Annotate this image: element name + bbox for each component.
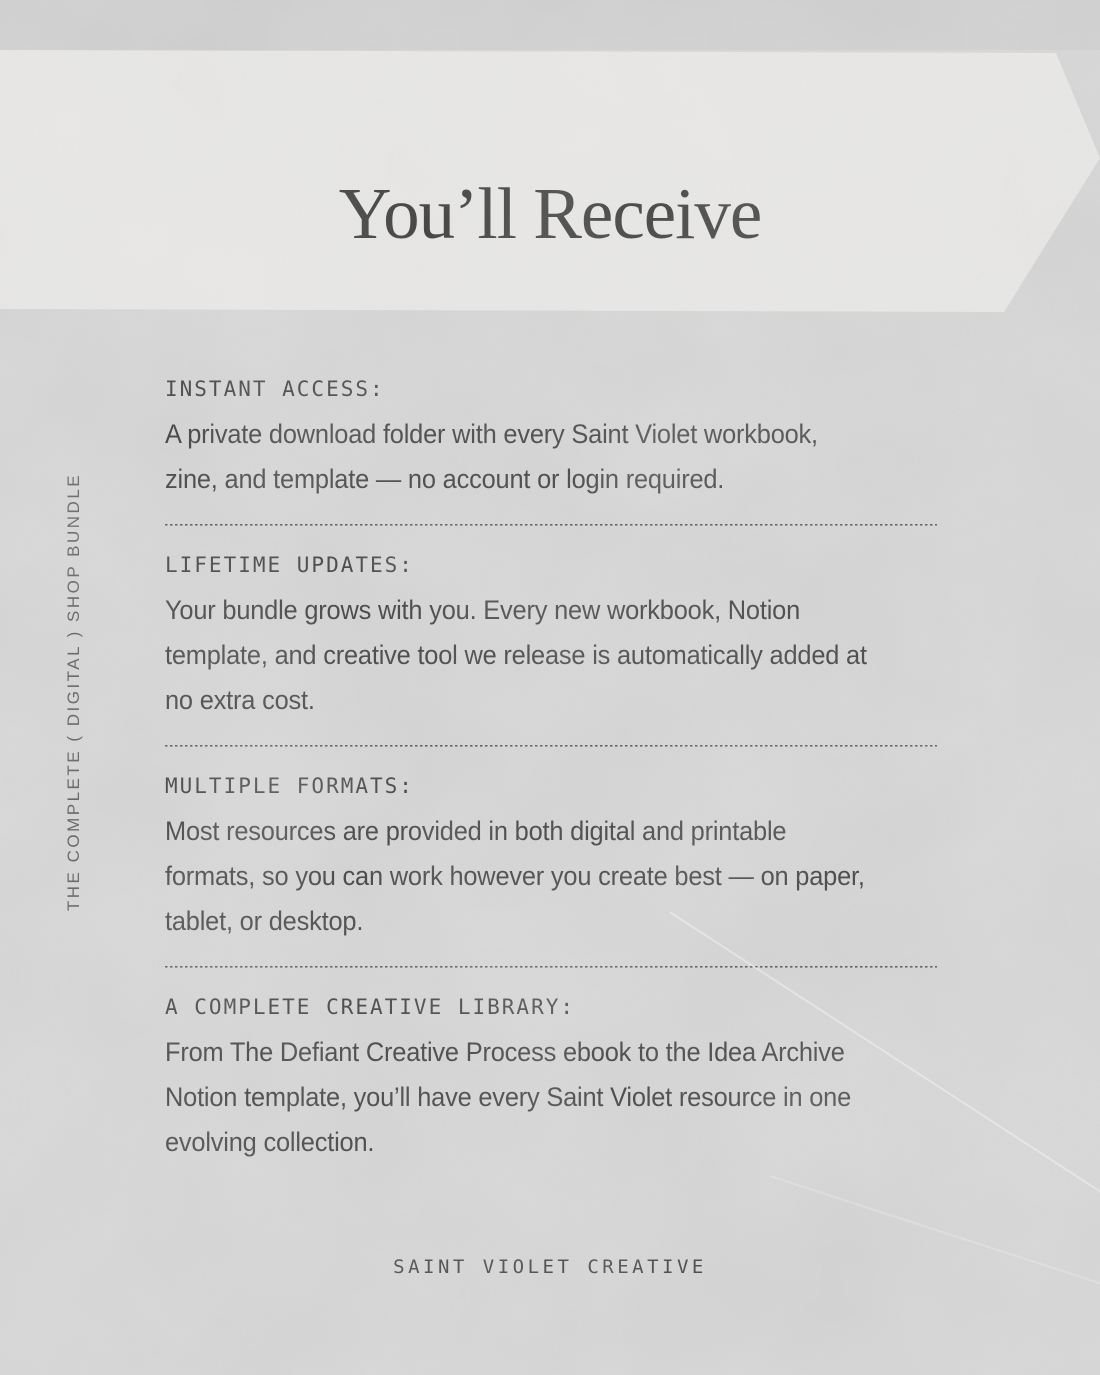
page-title: You’ll Receive: [338, 173, 762, 254]
footer-brand: SAINT VIOLET CREATIVE: [393, 1256, 707, 1278]
section-divider: [165, 745, 937, 747]
paper-crease: [770, 1175, 1100, 1306]
section-heading: INSTANT ACCESS:: [165, 377, 385, 401]
section-heading: A COMPLETE CREATIVE LIBRARY:: [165, 995, 576, 1019]
section-body-line: Most resources are provided in both digital and printable: [165, 816, 787, 846]
section-body-line: no extra cost.: [165, 685, 315, 715]
section-body-line: Your bundle grows with you. Every new workbook, Notion: [165, 595, 801, 625]
content: [165, 374, 937, 1165]
section-body-line: A private download folder with every Saint Violet workbook,: [165, 419, 818, 449]
section-lifetime-updates: [165, 550, 937, 723]
section-body-line: formats, so you can work however you create best — on paper,: [165, 861, 865, 891]
header-band: [0, 0, 1100, 320]
section-body-line: template, and creative tool we release is automatically added at: [165, 640, 867, 670]
section-body-line: evolving collection.: [165, 1127, 375, 1157]
section-multiple-formats: [165, 771, 937, 944]
section-creative-library: [165, 992, 937, 1165]
section-heading: LIFETIME UPDATES:: [165, 553, 414, 577]
section-heading: MULTIPLE FORMATS:: [165, 774, 414, 798]
section-divider: [165, 966, 937, 968]
section-divider: [165, 524, 937, 526]
section-body-line: Notion template, you’ll have every Saint Violet resource in one: [165, 1082, 852, 1112]
side-label: THE COMPLETE ( DIGITAL ) SHOP BUNDLE: [64, 472, 83, 912]
section-body-line: tablet, or desktop.: [165, 906, 364, 936]
section-body-line: zine, and template — no account or login required.: [165, 464, 725, 494]
section-instant-access: [165, 374, 937, 502]
section-body-line: From The Defiant Creative Process ebook to the Idea Archive: [165, 1037, 845, 1067]
